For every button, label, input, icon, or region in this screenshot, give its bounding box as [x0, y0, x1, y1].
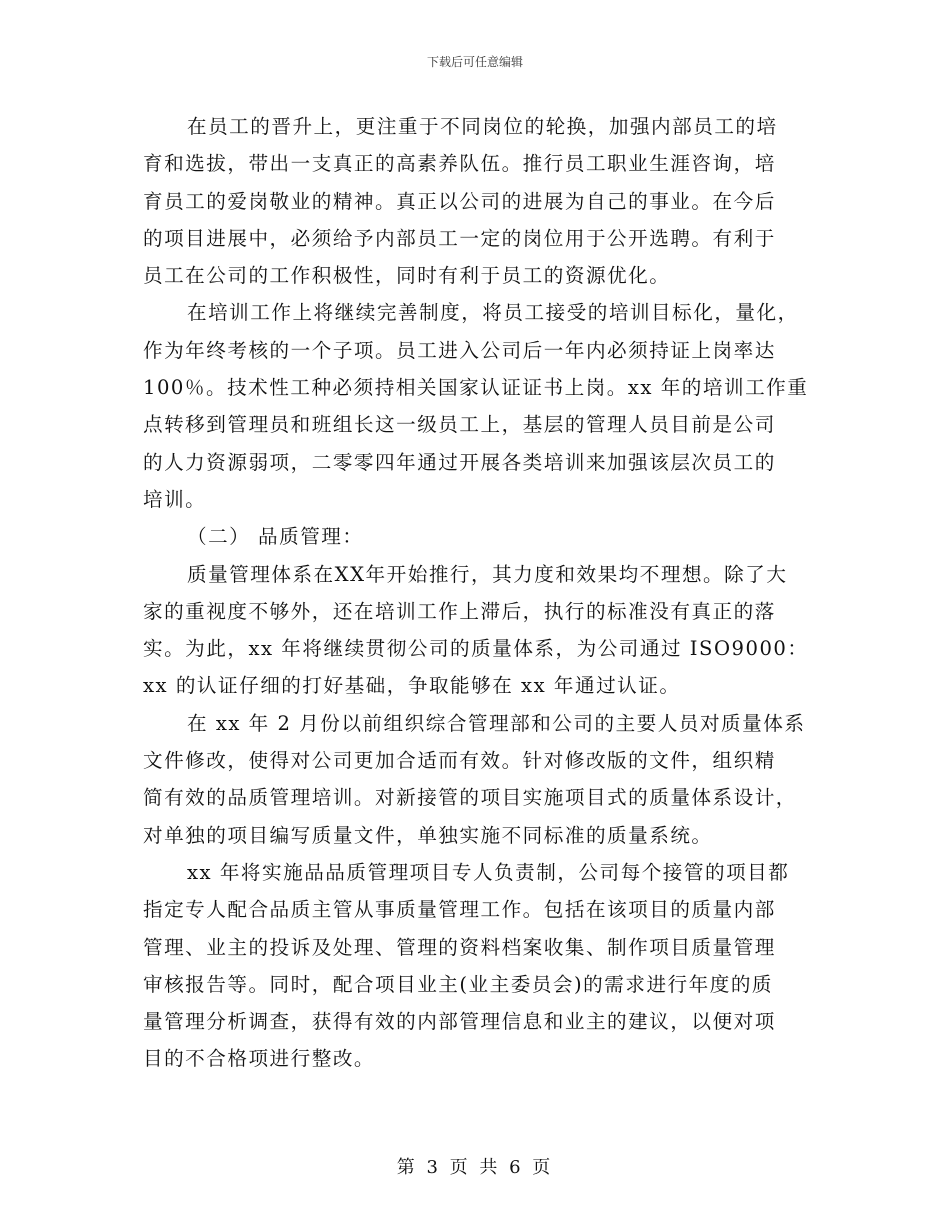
- text-line: 指定专人配合品质主管从事质量管理工作。包括在该项目的质量内部: [143, 898, 776, 922]
- text-line: 的项目进展中，必须给予内部员工一定的岗位用于公开选聘。有利于: [143, 226, 776, 250]
- document-body: [143, 108, 809, 1078]
- text-line: 审核报告等。同时，配合项目业主(业主委员会)的需求进行年度的质: [143, 972, 774, 996]
- paragraph-5: [143, 705, 809, 854]
- text-line: xx 年将实施品品质管理项目专人负责制，公司每个接管的项目都: [187, 860, 790, 884]
- text-line: 实。为此，xx 年将继续贯彻公司的质量体系，为公司通过 ISO9000：: [143, 637, 809, 661]
- paragraph-4: [143, 556, 809, 705]
- text-line: 育员工的爱岗敬业的精神。真正以公司的进展为自己的事业。在今后: [143, 189, 776, 213]
- text-line: 质量管理体系在XX年开始推行，其力度和效果均不理想。除了大: [187, 562, 788, 586]
- text-line: 家的重视度不够外，还在培训工作上滞后，执行的标准没有真正的落: [143, 599, 776, 623]
- text-line: 量管理分析调查，获得有效的内部管理信息和业主的建议，以便对项: [143, 1010, 776, 1034]
- page-number-footer: 第 3 页 共 6 页: [396, 1157, 554, 1178]
- text-line: 在 xx 年 2 月份以前组织综合管理部和公司的主要人员对质量体系: [187, 711, 806, 735]
- header-note: 下载后可任意编辑: [426, 55, 523, 69]
- text-line: （二） 品质管理：: [187, 525, 364, 549]
- text-line: 在培训工作上将继续完善制度，将员工接受的培训目标化，量化，: [187, 301, 799, 325]
- text-line: 员工在公司的工作积极性，同时有利于员工的资源优化。: [143, 264, 671, 288]
- text-line: 点转移到管理员和班组长这一级员工上，基层的管理人员目前是公司: [143, 413, 776, 437]
- text-line: 管理、业主的投诉及处理、管理的资料档案收集、制作项目质量管理: [143, 935, 776, 959]
- text-line: 对单独的项目编写质量文件，单独实施不同标准的质量系统。: [143, 823, 713, 847]
- paragraph-3: [143, 518, 809, 555]
- text-line: 的人力资源弱项，二零零四年通过开展各类培训来加强该层次员工的: [143, 450, 776, 474]
- text-line: 100％。技术性工种必须持相关国家认证证书上岗。xx 年的培训工作重: [143, 376, 809, 400]
- paragraph-1: [143, 108, 809, 294]
- text-line: 目的不合格项进行整改。: [143, 1047, 376, 1071]
- text-line: 在员工的晋升上，更注重于不同岗位的轮换，加强内部员工的培: [187, 115, 778, 138]
- text-line: 作为年终考核的一个子项。员工进入公司后一年内必须持证上岗率达: [143, 338, 776, 362]
- paragraph-2: [143, 294, 809, 518]
- text-line: 文件修改，使得对公司更加合适而有效。针对修改版的文件，组织精: [143, 749, 776, 773]
- paragraph-6: [143, 854, 809, 1078]
- text-line: xx 的认证仔细的打好基础，争取能够在 xx 年通过认证。: [143, 674, 681, 698]
- text-line: 培训。: [143, 487, 207, 511]
- text-line: 育和选拔，带出一支真正的高素养队伍。推行员工职业生涯咨询，培: [143, 152, 776, 176]
- text-line: 简有效的品质管理培训。对新接管的项目实施项目式的质量体系设计，: [143, 786, 797, 810]
